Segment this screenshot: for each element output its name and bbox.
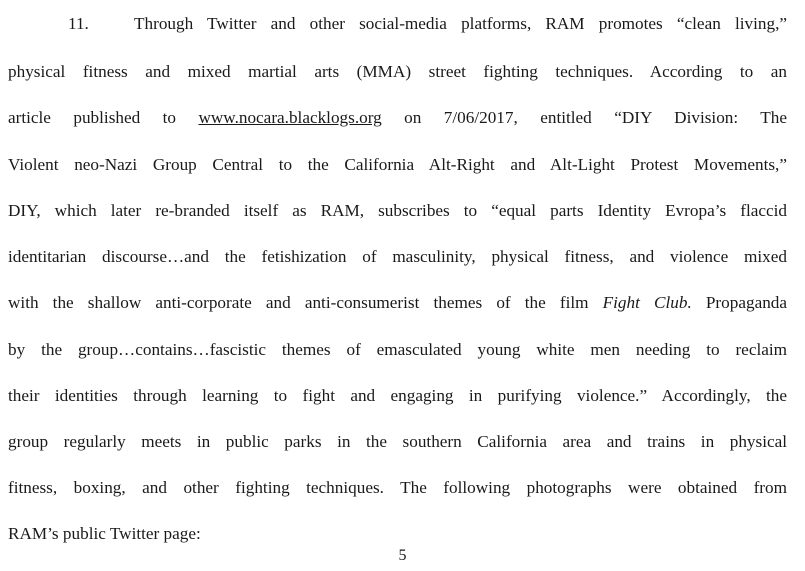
paragraph-line-9: their identities through learning to fight and engaging in purifying violence.” Accordingly, the <box>8 386 787 405</box>
page-number: 5 <box>398 547 407 564</box>
film-title: Fight Club. <box>602 293 692 312</box>
paragraph-line-4: Violent neo-Nazi Group Central to the California Alt-Right and Alt-Light Protest Movements,” <box>8 155 787 174</box>
paragraph-line-7 <box>8 291 787 315</box>
paragraph-line-10: group regularly meets in public parks in the southern California area and trains in physical <box>8 432 787 451</box>
paragraph-line-1 <box>8 12 787 36</box>
paragraph-line-2: physical fitness and mixed martial arts (MMA) street fighting techniques. According to an <box>8 62 787 81</box>
line-text-before-link: article published to <box>8 108 199 127</box>
blog-link[interactable]: www.nocara.blacklogs.org <box>198 108 382 127</box>
paragraph-line-6: identitarian discourse…and the fetishization of masculinity, physical fitness, and violence mixed <box>8 247 787 266</box>
paragraph-line-5: DIY, which later re-branded itself as RAM, subscribes to “equal parts Identity Evropa’s flaccid <box>8 201 787 220</box>
line-text: Through Twitter and other social-media platforms, RAM promotes “clean living,” <box>134 14 787 33</box>
paragraph-line-8: by the group…contains…fascistic themes of emasculated young white men needing to reclaim <box>8 340 787 359</box>
line-text-before-title: with the shallow anti-corporate and anti-consumerist themes of the film <box>8 293 603 312</box>
paragraph-line-3 <box>8 106 787 130</box>
paragraph-line-11: fitness, boxing, and other fighting techniques. The following photographs were obtained from <box>8 478 787 497</box>
line-text-after-title: Propaganda <box>691 293 788 312</box>
paragraph-line-12: RAM’s public Twitter page: <box>8 524 201 543</box>
line-text-after-link: on 7/06/2017, entitled “DIY Division: The <box>381 108 787 127</box>
paragraph-number: 11. <box>68 14 89 33</box>
